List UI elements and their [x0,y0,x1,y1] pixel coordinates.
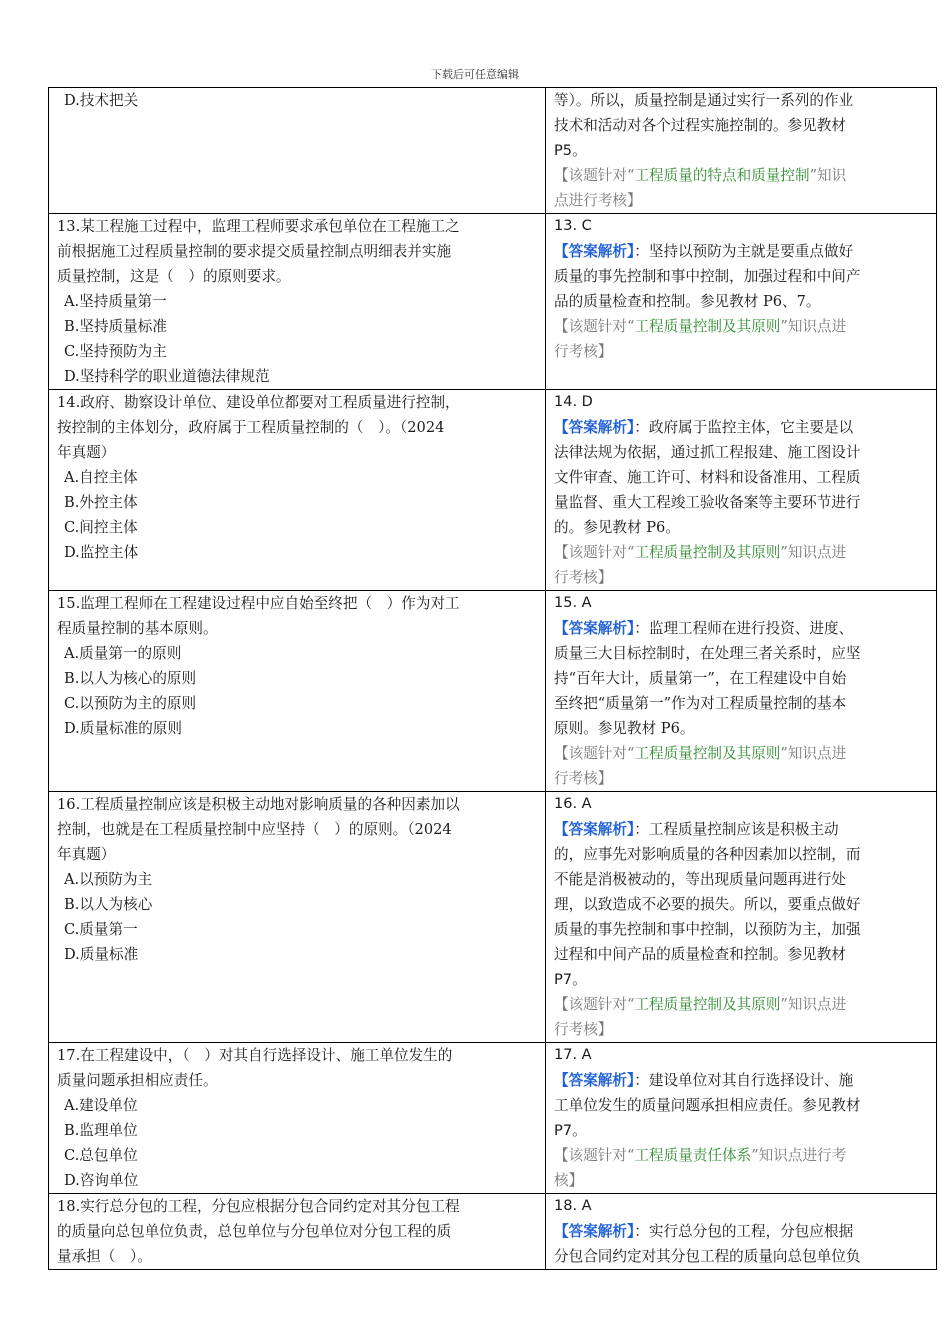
option-d: D.监控主体 [64,544,139,561]
knowledge-topic: 工程质量控制及其原则 [634,544,781,561]
question-stem: 15.监理工程师在工程建设过程中应自始至终把（ ）作为对工 [57,595,460,612]
answer-key: 13. C [554,218,592,234]
knowledge-point-note-cont: 行考核】 [554,770,613,787]
question-stem: 质量问题承担相应责任。 [57,1072,218,1089]
table-row [49,88,937,214]
table-row [49,390,937,591]
knowledge-point-note: 【该题针对“工程质量控制及其原则”知识点进 [554,996,847,1013]
option-a: A.以预防为主 [64,871,153,888]
explanation-line: 的，应事先对影响质量的各种因素加以控制，而 [554,846,861,863]
table-row [49,1194,937,1270]
option-b: B.外控主体 [64,494,138,511]
explanation-line: 法律法规为依据，通过抓工程报建、施工图设计 [554,444,861,461]
question-stem: 质量控制，这是（ ）的原则要求。 [57,268,291,285]
option-line: D.技术把关 [64,92,139,109]
explanation-line: 品的质量检查和控制。参见教材 P6、7。 [554,293,821,310]
knowledge-point-note-cont: 核】 [554,1172,584,1189]
question-stem: 前根据施工过程质量控制的要求提交质量控制点明细表并实施 [57,243,452,260]
question-cell [49,1043,546,1194]
option-a: A.建设单位 [64,1097,138,1114]
knowledge-point-note-cont: 行考核】 [554,1021,613,1038]
question-cell [49,1194,546,1270]
explanation-line: 【答案解析】：政府属于监控主体，它主要是以 [554,419,854,436]
answer-cell [546,214,937,390]
explanation-line: 【答案解析】：坚持以预防为主就是要重点做好 [554,243,854,260]
explanation-line: 不能是消极被动的，等出现质量问题再进行处 [554,871,846,888]
question-stem: 年真题） [57,444,116,461]
answer-analysis-label: 【答案解析】 [554,243,635,260]
question-stem: 按控制的主体划分，政府属于工程质量控制的（ ）。（2024 [57,419,445,436]
question-answer-table [48,87,937,1270]
question-stem: 程质量控制的基本原则。 [57,620,218,637]
question-cell [49,591,546,792]
option-b: B.以人为核心的原则 [64,670,197,687]
explanation-line: 质量三大目标控制时，在处理三者关系时，应坚 [554,645,861,662]
answer-cell [546,390,937,591]
answer-cell [546,1043,937,1194]
knowledge-point-note-cont: 行考核】 [554,569,613,586]
answer-key: 18. A [554,1198,592,1214]
knowledge-point-note: 【该题针对“工程质量责任体系”知识点进行考 [554,1147,847,1164]
answer-cell [546,792,937,1043]
explanation-line: 持“百年大计，质量第一”，在工程建设中自始 [554,670,847,687]
knowledge-topic: 工程质量责任体系 [634,1147,752,1164]
knowledge-topic: 工程质量的特点和质量控制 [634,167,810,184]
question-cell [49,792,546,1043]
option-d: D.质量标准 [64,946,139,963]
answer-cell [546,591,937,792]
option-c: C.以预防为主的原则 [64,695,197,712]
option-c: C.质量第一 [64,921,138,938]
knowledge-topic: 工程质量控制及其原则 [634,745,781,762]
question-cell [49,390,546,591]
explanation-line: 【答案解析】：实行总分包的工程，分包应根据 [554,1223,854,1240]
explanation-line: P7。 [554,1122,587,1139]
question-cell [49,88,546,214]
answer-cell [546,88,937,214]
knowledge-topic: 工程质量控制及其原则 [634,318,781,335]
table-row [49,792,937,1043]
question-stem: 年真题） [57,846,116,863]
explanation-line: 的。参见教材 P6。 [554,519,680,536]
answer-key: 15. A [554,595,592,611]
knowledge-topic: 工程质量控制及其原则 [634,996,781,1013]
explanation-line: P7。 [554,971,587,988]
question-stem: 16.工程质量控制应该是积极主动地对影响质量的各种因素加以 [57,796,460,813]
answer-key: 16. A [554,796,592,812]
option-c: C.间控主体 [64,519,138,536]
explanation-line: 【答案解析】：建设单位对其自行选择设计、施 [554,1072,854,1089]
knowledge-point-note: 【该题针对“工程质量控制及其原则”知识点进 [554,745,847,762]
option-d: D.质量标准的原则 [64,720,182,737]
answer-analysis-label: 【答案解析】 [554,1072,635,1089]
answer-key: 14. D [554,394,593,410]
knowledge-point-note: 【该题针对“工程质量控制及其原则”知识点进 [554,318,847,335]
option-a: A.坚持质量第一 [64,293,167,310]
answer-cell [546,1194,937,1270]
question-stem: 18.实行总分包的工程，分包应根据分包合同约定对其分包工程 [57,1198,460,1215]
explanation-line: 技术和活动对各个过程实施控制的。参见教材 [554,117,846,134]
knowledge-point-note: 【该题针对“工程质量的特点和质量控制”知识 [554,167,847,184]
option-a: A.质量第一的原则 [64,645,182,662]
explanation-line: 质量的事先控制和事中控制，以预防为主，加强 [554,921,861,938]
explanation-line: 量监督、重大工程竣工验收备案等主要环节进行 [554,494,861,511]
option-d: D.咨询单位 [64,1172,139,1189]
explanation-line: 质量的事先控制和事中控制，加强过程和中间产 [554,268,861,285]
answer-analysis-label: 【答案解析】 [554,821,635,838]
question-stem: 控制，也就是在工程质量控制中应坚持（ ）的原则。（2024 [57,821,452,838]
explanation-line: 等）。所以，质量控制是通过实行一系列的作业 [554,92,854,109]
answer-analysis-label: 【答案解析】 [554,1223,635,1240]
knowledge-point-note: 【该题针对“工程质量控制及其原则”知识点进 [554,544,847,561]
option-a: A.自控主体 [64,469,138,486]
option-b: B.监理单位 [64,1122,138,1139]
table-row [49,591,937,792]
explanation-line: P5。 [554,142,587,159]
knowledge-point-note-cont: 点进行考核】 [554,192,642,209]
answer-key: 17. A [554,1047,592,1063]
explanation-line: 至终把“质量第一”作为对工程质量控制的基本 [554,695,847,712]
answer-analysis-label: 【答案解析】 [554,419,635,436]
option-d: D.坚持科学的职业道德法律规范 [64,368,270,385]
explanation-line: 【答案解析】：工程质量控制应该是积极主动 [554,821,839,838]
question-stem: 17.在工程建设中，（ ）对其自行选择设计、施工单位发生的 [57,1047,453,1064]
explanation-line: 理，以致造成不必要的损失。所以，要重点做好 [554,896,861,913]
option-b: B.以人为核心 [64,896,153,913]
explanation-line: 文件审查、施工许可、材料和设备准用、工程质 [554,469,861,486]
explanation-line: 工单位发生的质量问题承担相应责任。参见教材 [554,1097,861,1114]
explanation-line: 【答案解析】：监理工程师在进行投资、进度、 [554,620,854,637]
table-row [49,1043,937,1194]
question-stem: 量承担（ ）。 [57,1248,152,1265]
explanation-line: 分包合同约定对其分包工程的质量向总包单位负 [554,1248,861,1265]
question-stem: 的质量向总包单位负责，总包单位与分包单位对分包工程的质 [57,1223,452,1240]
question-stem: 13.某工程施工过程中，监理工程师要求承包单位在工程施工之 [57,218,460,235]
option-b: B.坚持质量标准 [64,318,167,335]
explanation-line: 过程和中间产品的质量检查和控制。参见教材 [554,946,846,963]
explanation-line: 原则。参见教材 P6。 [554,720,695,737]
knowledge-point-note-cont: 行考核】 [554,343,613,360]
option-c: C.总包单位 [64,1147,138,1164]
question-cell [49,214,546,390]
option-c: C.坚持预防为主 [64,343,167,360]
question-stem: 14.政府、勘察设计单位、建设单位都要对工程质量进行控制， [57,394,460,411]
table-row [49,214,937,390]
answer-analysis-label: 【答案解析】 [554,620,635,637]
page-header: 下载后可任意编辑 [431,68,519,81]
